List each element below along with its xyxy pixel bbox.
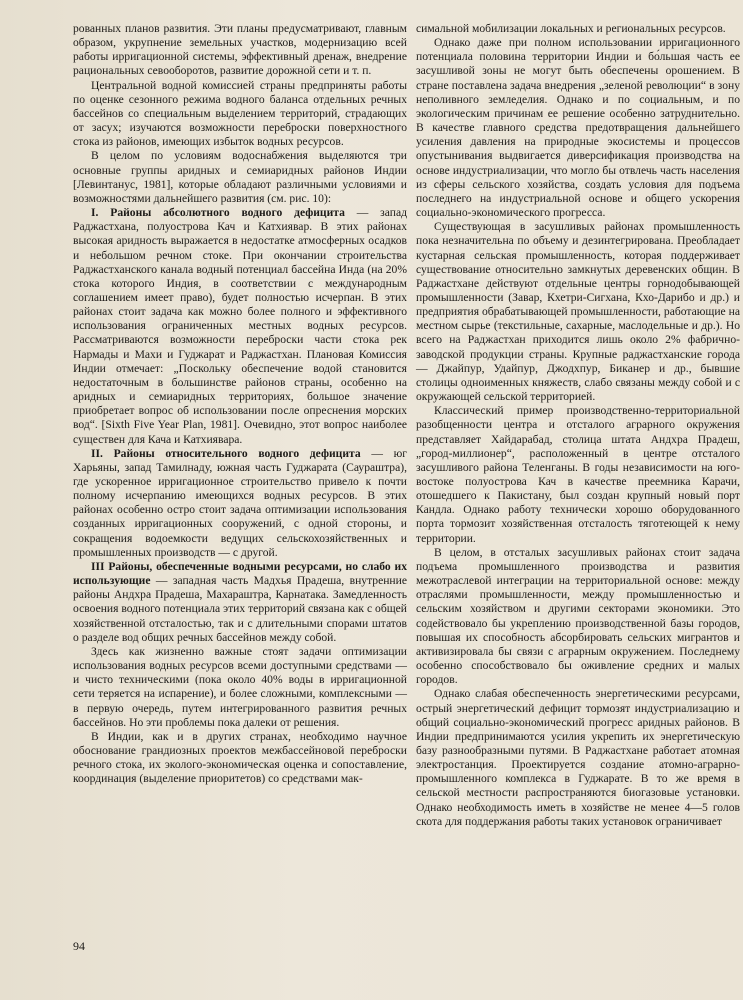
- paragraph: рованных планов развития. Эти планы предусматривают, главным образом, укрупнение земельных участков, модернизацию всей работы ирригационной системы, эффективный дренаж, внедрение рациональных севооборотов, развитие дорожной сети и т. п.: [73, 22, 407, 78]
- paragraph: Здесь как жизненно важные стоят задачи оптимизации использования водных ресурсов всеми доступными средствами — и чисто техническими (пока около 40% воды в ирригационной сети теряется на испарение), и более сложными, комплексными — в первую очередь, путем интегрированного развития речных бассейнов. Но эти проблемы пока далеки от решения.: [73, 644, 407, 729]
- paragraph-region-2: [73, 447, 407, 560]
- region-heading-2: II. Районы относительного водного дефицита: [91, 446, 361, 460]
- paragraph: Однако слабая обеспеченность энергетическими ресурсами, острый энергетический дефицит тормозят индустриализацию и общий социально-экономический прогресс аридных районов. В Индии предпринимаются усилия укрепить их энергетическую базу разнообразными путями. В Раджастхане работает атомная электростанция. Проектируется создание атомно-аграрно-промышленного комплекса в Гуджарате. В то же время в сельской местности распространяются биогазовые установки. Однако необходимость иметь в хозяйстве не менее 4—5 голов скота для поддержания работы таких установок ограничивает: [416, 687, 740, 828]
- paragraph: Существующая в засушливых районах промышленность пока незначительна по объему и дезинтегрирована. Преобладает кустарная сельская промышленность, которая поддерживает существование относительно замкнутых деревенских общин. В Раджастхане действуют отдельные центры горнодобывающей промышленности (Завар, Кхетри-Сигхана, Кхо-Дарибо и др.) и предприятия обрабатывающей промышленности, работающие на местном сырье (текстильные, сахарные, маслодельные и др.). Но всего на Раджастхан приходится лишь около 2% фабрично-заводской продукции страны. Крупные раджастханские города — Джайпур, Удайпур, Джодхпур, Биканер и др., бывшие столицы одноименных княжеств, слабо связаны между собой и с окружающей сельской территорией.: [416, 220, 740, 404]
- paragraph: В целом, в отсталых засушливых районах стоит задача подъема промышленного производства и развития межотраслевой интеграции на территориальной основе: между отраслями промышленности, между промышленностью и сельским хозяйством и другими секторами экономики. Это содействовало бы укреплению производственной базы городов, повышая их способность абсорбировать сельских мигрантов и активизировала бы связи с аграрным окружением. Последнему особенно способствовало бы оживление средних и малых городов.: [416, 545, 740, 687]
- region-heading-1: I. Районы абсолютного водного дефицита: [91, 206, 345, 220]
- paragraph: симальной мобилизации локальных и региональных ресурсов.: [416, 22, 726, 35]
- paragraph: В целом по условиям водоснабжения выделяются три основные группы аридных и семиаридных районов Индии [Левинтанус, 1981], которые обладают различными условиями и возможностями дальнейшего развития (см. рис. 10):: [73, 149, 407, 205]
- region-heading-3: III Районы, обеспеченные водными ресурсами, но слабо их использующие: [73, 559, 407, 588]
- right-column: [416, 22, 740, 829]
- region-text-3: — западная часть Мадхья Прадеша, внутренние районы Андхра Прадеша, Махараштра, Карнатака. Замедленность освоения водного потенциала этих территорий связана как с общей хозяйственной отсталостью, так и с длительными спорами штатов о разделе вод общих речных бассейнов между собой.: [73, 574, 407, 644]
- region-text-1: — запад Раджастхана, полуострова Кач и Катхиявар. В этих районах высокая аридность выражается в недостатке атмосферных осадков и небольшом речном стоке. При окончании строительства Раджастханского канала водный потенциал бассейна Инда (на 20% стока которого Индия, в соответствии с международным соглашением имеет право), будет полностью исчерпан. В этих районах стоит задача как можно более полного и эффективного использования ограниченных местных водных ресурсов. Рассматриваются возможности переброски части стока рек Нармады и Махи и Гуджарат и Раджастхан. Плановая Комиссия Индии отмечает: „Поскольку обеспечение водой становится недостаточным в большинстве районов страны, особенно на аридных и семиаридных территориях, большое значение приобретает вопрос об использовании после опреснения морских вод“. [Sixth Five Year Plan, 1981]. Очевидно, этот вопрос наиболее существен для Кача и Катхиявара.: [73, 206, 407, 446]
- paragraph-region-1: [73, 206, 407, 447]
- paragraph: Классический пример производственно-территориальной разобщенности центра и отсталого аграрного окружения представляет Хайдарабад, столица штата Андхра Прадеш, „город-миллионер“, расположенный в центре отсталого засушливого района Теленганы. В годы независимости на юго-востоке полуострова Кач в качестве преемника Карачи, отошедшего к Пакистану, был создан крупный новый порт Кандла. Однако работу технически хорошо оборудованного порта тормозит хозяйственная отсталость тяготеющей к нему территории.: [416, 404, 740, 545]
- left-column: [73, 22, 407, 786]
- page-number: 94: [73, 939, 85, 953]
- paragraph: Однако даже при полном использовании ирригационного потенциала половина территории Индии и бо́льшая часть ее засушливой зоны не могут быть обеспечены орошением. В стране поставлена задача внедрения „зеленой революции“ в зону неполивного земледелия. Однако и по социальным, и по экологическим причинам ее решение особенно затруднительно. В качестве главного средства предотвращения дальнейшего усиления давления на природные экосистемы и процессов опустынивания выдвигается диверсификация производства на основе индустриализации, что могло бы отвлечь часть населения из сферы сельского хозяйства, создать условия для подъема последнего на индустриальной основе и общего ускорения социально-экономического прогресса.: [416, 36, 740, 220]
- paragraph: В Индии, как и в других странах, необходимо научное обоснование грандиозных проектов межбассейновой переброски речного стока, их эколого-экономическая оценка и сопоставление, координация (выделение приоритетов) со средствами мак-: [73, 729, 407, 786]
- paragraph: Центральной водной комиссией страны предприняты работы по оценке сезонного режима водного баланса отдельных речных бассейнов со специальным выделением территорий, страдающих от засух; изучаются возможности переброски поверхностного стока из районов, имеющих избыток водных ресурсов.: [73, 78, 407, 149]
- region-text-2: — юг Харьяны, запад Тамилнаду, южная часть Гуджарата (Саураштра), где ускоренное ирригационное строительство привело к почти полному исчерпанию имеющихся водных ресурсов. В этих районах особенно остро стоит задача оптимизации использования созданных ирригационных сооружений, с одной стороны, и сокращения водоемкости ведущих сельскохозяйственных и промышленных производств — с другой.: [73, 446, 407, 559]
- paragraph-region-3: [73, 560, 407, 645]
